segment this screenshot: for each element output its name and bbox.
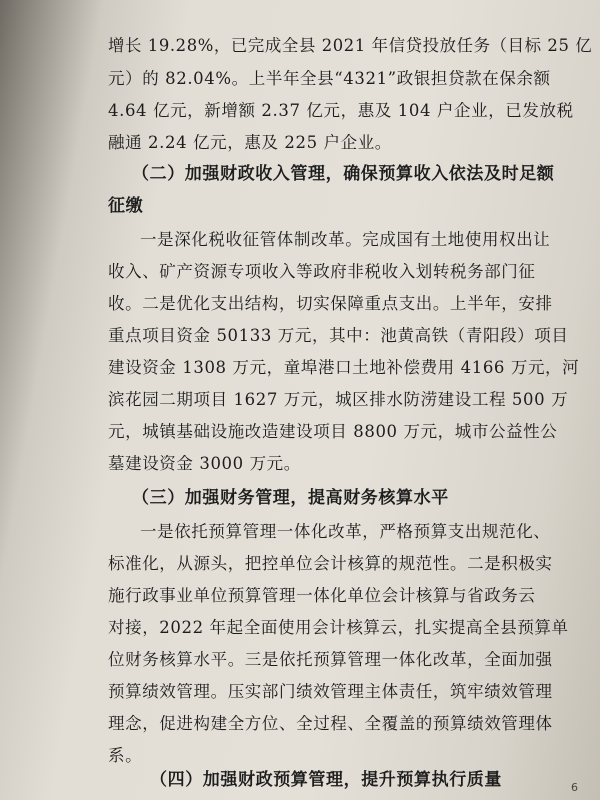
paragraph-line: 滨花园二期项目 1627 万元，城区排水防涝建设工程 500 万: [108, 390, 569, 409]
paragraph-line: 元，城镇基础设施改造建设项目 8800 万元，城市公益性公: [108, 422, 558, 441]
paragraph-line: 施行政事业单位预算管理一体化单位会计核算与省政务云: [108, 586, 536, 605]
paragraph-line: 4.64 亿元，新增额 2.37 亿元，惠及 104 户企业，已发放税: [108, 101, 574, 120]
paragraph-line: 重点项目资金 50133 万元，其中：池黄高铁（青阳段）项目: [108, 326, 569, 345]
paragraph-line: 位财务核算水平。三是依托预算管理一体化改革，全面加强: [108, 650, 553, 669]
section-heading: （四）加强财政预算管理，提升预算执行质量: [150, 770, 502, 790]
paragraph-line: 收。二是优化支出结构，切实保障重点支出。上半年，安排: [108, 294, 553, 313]
paragraph-line: 一是深化税收征管体制改革。完成国有土地使用权出让: [140, 230, 551, 249]
paragraph-line: 增长 19.28%，已完成全县 2021 年信贷投放任务（目标 25 亿: [108, 36, 593, 55]
section-heading: （三）加强财务管理，提高财务核算水平: [132, 488, 449, 508]
paragraph-line: 标准化，从源头，把控单位会计核算的规范性。二是积极实: [108, 554, 553, 573]
paragraph-line: 理念，促进构建全方位、全过程、全覆盖的预算绩效管理体: [108, 714, 553, 733]
paragraph-line: 一是依托预算管理一体化改革，严格预算支出规范化、: [140, 522, 551, 541]
paragraph-line: 融通 2.24 亿元，惠及 225 户企业。: [108, 133, 392, 152]
paragraph-line: 预算绩效管理。压实部门绩效管理主体责任，筑牢绩效管理: [108, 682, 553, 701]
paragraph-line: 对接，2022 年起全面使用会计核算云，扎实提高全县预算单: [108, 618, 569, 637]
paragraph-line: 建设资金 1308 万元，童埠港口土地补偿费用 4166 万元，河: [108, 358, 580, 377]
paragraph-line: 系。: [108, 746, 143, 765]
paragraph-line: 收入、矿产资源专项收入等政府非税收入划转税务部门征: [108, 262, 536, 281]
section-heading-continued: 征缴: [108, 196, 144, 216]
paragraph-line: 元）的 82.04%。上半年全县“4321”政银担贷款在保余额: [108, 69, 551, 88]
section-heading: （二）加强财政收入管理，确保预算收入依法及时足额: [132, 164, 555, 184]
page-number: 6: [571, 781, 578, 794]
paragraph-line: 墓建设资金 3000 万元。: [108, 454, 301, 473]
